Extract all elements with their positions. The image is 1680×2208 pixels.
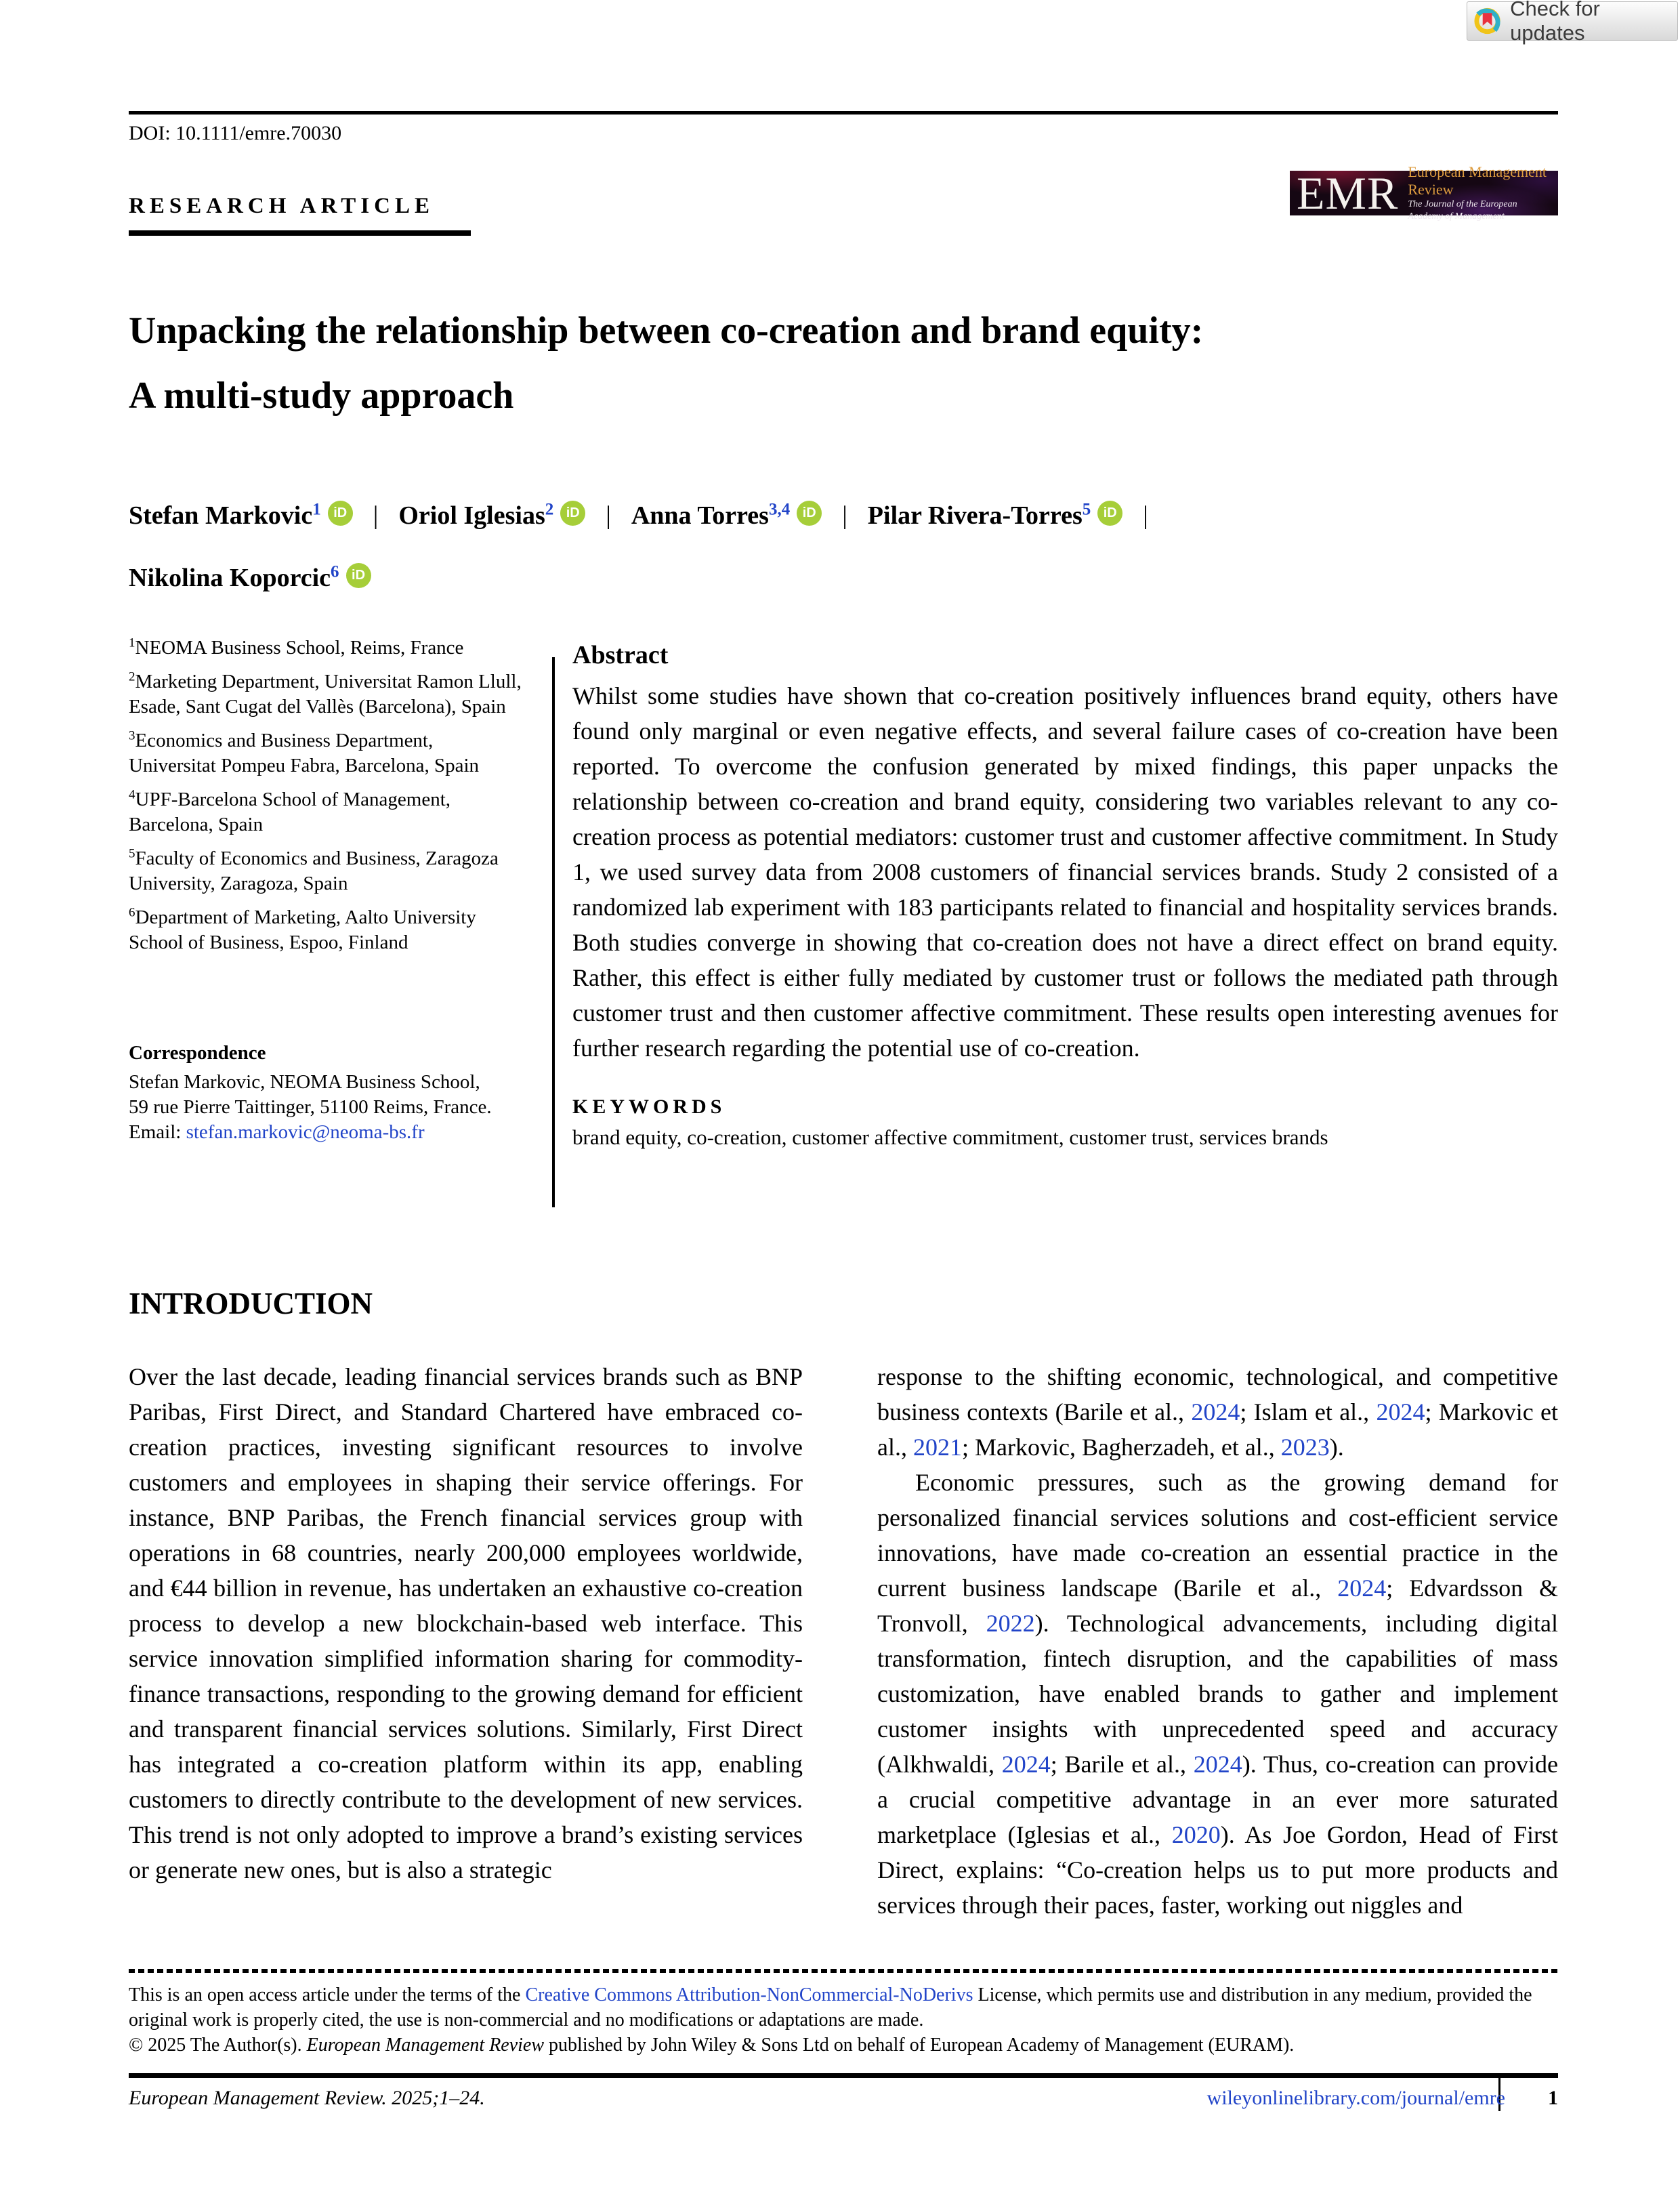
- text-segment: ). Thus, co-creation can provide a crucial competitive advantage in an ever more saturated marketplace (Iglesias et al.,: [877, 1751, 1559, 1848]
- footnote-dotted-rule: [129, 1969, 1558, 1973]
- keywords-section: [572, 1096, 1558, 1150]
- affiliation-item: [129, 728, 525, 778]
- column-divider: [552, 657, 555, 1207]
- author-separator: |: [842, 501, 847, 530]
- text-segment: European Management Review: [306, 2035, 545, 2056]
- affiliation-sup: 4: [129, 787, 135, 802]
- orcid-icon[interactable]: iD: [797, 501, 822, 526]
- text-segment: This is an open access article under the terms of the: [129, 1984, 526, 2005]
- journal-logo-acronym: EMR: [1297, 167, 1399, 219]
- text-segment: ; Islam et al.,: [1240, 1398, 1377, 1425]
- affiliation-item: [129, 846, 525, 896]
- article-title-line1: Unpacking the relationship between co-creation and brand equity:: [129, 310, 1204, 352]
- journal-website-link[interactable]: wileyonlinelibrary.com/journal/emre: [1206, 2087, 1505, 2109]
- author-affiliation-sup: 3,4: [768, 500, 791, 519]
- footer-right-group: [1207, 2087, 1558, 2110]
- keywords-text: brand equity, co-creation, customer affective commitment, customer trust, services brands: [572, 1125, 1328, 1149]
- orcid-icon[interactable]: iD: [560, 501, 585, 526]
- journal-citation: European Management Review. 2025;1–24.: [129, 2087, 485, 2109]
- footer-rule: [129, 2073, 1558, 2078]
- affiliation-sup: 2: [129, 669, 135, 684]
- text-segment: ). Technological advancements, including digital transformation, fintech disruption, and the capabilities of mass customization, have enabled brands to gather and implement customer insights with unprecedented speed and accuracy (Alkhwaldi,: [877, 1610, 1558, 1778]
- inline-link[interactable]: 2024: [1191, 1398, 1240, 1425]
- introduction-column-left: [129, 1359, 803, 1888]
- journal-logo: [1290, 163, 1558, 222]
- keywords-heading: KEYWORDS: [572, 1096, 726, 1118]
- text-segment: ; Barile et al.,: [1050, 1751, 1194, 1778]
- affiliation-list: [129, 636, 525, 964]
- license-text: [129, 1982, 1558, 2033]
- affiliation-text: Faculty of Economics and Business, Zaragoza University, Zaragoza, Spain: [129, 848, 499, 894]
- author-separator: |: [606, 501, 611, 530]
- text-segment: ; Markovic et al.,: [877, 1398, 1558, 1461]
- author-affiliation-sup: 1: [312, 500, 321, 519]
- correspondence-line: Stefan Markovic, NEOMA Business School,: [129, 1071, 480, 1093]
- orcid-icon[interactable]: iD: [1097, 501, 1122, 526]
- email-link[interactable]: stefan.markovic@neoma-bs.fr: [186, 1121, 425, 1143]
- text-segment: ).: [1329, 1434, 1344, 1461]
- abstract-section: [572, 640, 1558, 1150]
- intro-paragraph: Over the last decade, leading financial services brands such as BNP Paribas, First Direct, and Standard Chartered have embraced co-creation practices, investing significant resources to involve customers and employees in shaping their service offerings. For instance, BNP Paribas, the French financial services group with operations in 68 countries, nearly 200,000 employees worldwide, and €44 billion in revenue, has undertaken an exhaustive co-creation process to develop a new blockchain-based web interface. This service innovation simplified information sharing for commodity-finance transactions, responding to the growing demand for efficient and transparent financial services solutions. Similarly, First Direct has integrated a co-creation platform within its app, enabling customers to directly contribute to the development of new services. This trend is not only adopted to improve a brand’s existing services or generate new ones, but is also a strategic: [129, 1363, 803, 1883]
- author-name-text: Anna Torres: [631, 501, 769, 530]
- intro-paragraph: [877, 1359, 1558, 1465]
- introduction-heading: INTRODUCTION: [129, 1287, 373, 1320]
- author-name-text: Oriol Iglesias: [398, 501, 545, 530]
- text-segment: © 2025 The Author(s).: [129, 2035, 307, 2056]
- correspondence-block: [129, 1041, 525, 1145]
- article-type-label: RESEARCH ARTICLE: [129, 194, 435, 218]
- author-name-text: Stefan Markovic: [129, 501, 313, 530]
- inline-link[interactable]: Creative Commons Attribution-NonCommercial-NoDerivs: [525, 1984, 973, 2005]
- affiliation-item: [129, 636, 525, 661]
- author-separator: |: [1143, 501, 1148, 530]
- copyright-text: [129, 2033, 1558, 2058]
- correspondence-line: 59 rue Pierre Taittinger, 51100 Reims, France.: [129, 1096, 492, 1118]
- author-name: [398, 501, 585, 530]
- correspondence-heading: Correspondence: [129, 1042, 266, 1064]
- affiliation-item: [129, 669, 525, 720]
- journal-logo-name: European Management Review: [1408, 163, 1547, 198]
- inline-link[interactable]: 2021: [912, 1434, 962, 1461]
- footer-bar: [129, 2087, 1558, 2110]
- article-title-line2: A multi-study approach: [129, 375, 514, 417]
- text-segment: ). As Joe Gordon, Head of First Direct, explains: “Co-creation helps us to put more products and services through their paces, faster, working out niggles and: [877, 1821, 1558, 1919]
- author-affiliation-sup: 6: [331, 562, 339, 581]
- author-name-text: Nikolina Koporcic: [129, 564, 331, 592]
- affiliation-sup: 6: [129, 905, 135, 920]
- affiliation-text: UPF-Barcelona School of Management, Barcelona, Spain: [129, 789, 451, 835]
- article-type-underline: [129, 230, 471, 236]
- affiliation-text: NEOMA Business School, Reims, France: [135, 637, 464, 659]
- author-name: [631, 501, 822, 530]
- page-number: 1: [1548, 2087, 1558, 2109]
- inline-link[interactable]: 2023: [1280, 1434, 1330, 1461]
- author-list: [129, 484, 1592, 609]
- author-name: [868, 501, 1122, 530]
- inline-link[interactable]: 2024: [1337, 1575, 1387, 1602]
- correspondence-email-line: [129, 1120, 525, 1145]
- abstract-text: Whilst some studies have shown that co-creation positively influences brand equity, others have found only marginal or even negative effects, and several failure cases of co-creation have been reported. To overcome the confusion generated by mixed findings, this paper unpacks the relationship between co-creation and brand equity, considering two variables relevant to any co-creation process as potential mediators: customer trust and customer affective commitment. In Study 1, we used survey data from 2008 customers of financial services brands. Study 2 consisted of a randomized lab experiment with 183 participants related to financial and hospitality services brands. Both studies converge in showing that co-creation does not have a direct effect on brand equity. Rather, this effect is either fully mediated by customer trust or follows the mediated path through customer trust and then customer affective commitment. These results open interesting avenues for further research regarding the potential use of co-creation.: [572, 682, 1558, 1062]
- author-affiliation-sup: 2: [545, 500, 554, 519]
- introduction-column-right: [877, 1359, 1558, 1923]
- affiliation-sup: 1: [129, 636, 135, 650]
- orcid-icon[interactable]: iD: [328, 501, 353, 526]
- affiliation-text: Marketing Department, Universitat Ramon Llull, Esade, Sant Cugat del Vallès (Barcelona), Spain: [129, 671, 522, 717]
- affiliation-sup: 3: [129, 728, 135, 743]
- inline-link[interactable]: 2024: [1193, 1751, 1242, 1778]
- inline-link[interactable]: 2024: [1376, 1398, 1425, 1425]
- crossmark-icon: [1473, 6, 1502, 36]
- text-segment: Economic pressures, such as the growing demand for personalized financial services solutions and cost-efficient service innovations, have made co-creation an essential practice in the current business landscape (Barile et al.,: [877, 1469, 1558, 1602]
- affiliation-item: [129, 787, 525, 837]
- text-segment: ; Markovic, Bagherzadeh, et al.,: [961, 1434, 1281, 1461]
- text-segment: License, which permits use and distribution in any medium, provided the original work is properly cited, the use is non-commercial and no modifications or adaptations are made.: [129, 1984, 1532, 2030]
- abstract-heading: Abstract: [572, 641, 669, 669]
- text-segment: response to the shifting economic, technological, and competitive business contexts (Barile et al.,: [877, 1363, 1558, 1425]
- doi-text: DOI: 10.1111/emre.70030: [129, 122, 342, 144]
- email-label: Email:: [129, 1121, 186, 1143]
- intro-paragraph: [877, 1465, 1558, 1923]
- license-footnote: [129, 1982, 1558, 2058]
- journal-logo-tagline: The Journal of the European Academy of Management: [1408, 199, 1517, 222]
- author-separator: |: [373, 501, 379, 530]
- affiliation-item: [129, 905, 525, 955]
- author-name: [129, 501, 353, 530]
- author-name-text: Pilar Rivera-Torres: [867, 501, 1083, 530]
- check-for-updates-button[interactable]: [1467, 0, 1678, 45]
- inline-link[interactable]: 2022: [986, 1610, 1035, 1637]
- header-rule: [129, 111, 1558, 114]
- affiliation-text: Economics and Business Department, Universitat Pompeu Fabra, Barcelona, Spain: [129, 730, 480, 776]
- inline-link[interactable]: 2020: [1171, 1821, 1221, 1848]
- article-title: [129, 298, 1558, 428]
- author-affiliation-sup: 5: [1082, 500, 1091, 519]
- author-name: [129, 564, 371, 592]
- check-for-updates-label: Check for updates: [1510, 0, 1600, 45]
- inline-link[interactable]: 2024: [1001, 1751, 1051, 1778]
- orcid-icon[interactable]: iD: [346, 563, 371, 588]
- text-segment: published by John Wiley & Sons Ltd on behalf of European Academy of Management (EURAM).: [544, 2035, 1295, 2056]
- affiliation-sup: 5: [129, 846, 135, 861]
- affiliation-text: Department of Marketing, Aalto University School of Business, Espoo, Finland: [129, 907, 476, 953]
- text-segment: ; Edvardsson & Tronvoll,: [877, 1575, 1559, 1637]
